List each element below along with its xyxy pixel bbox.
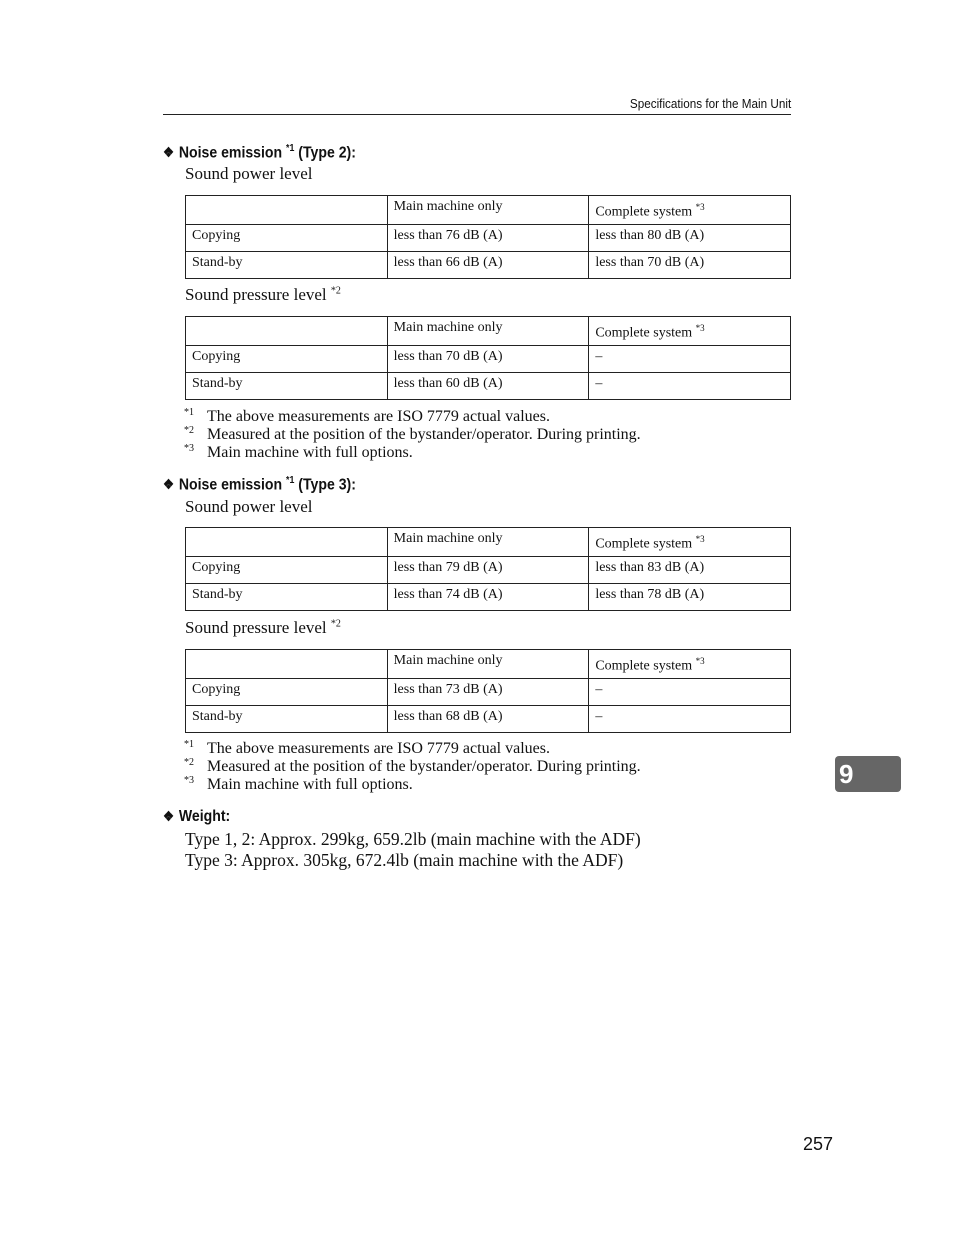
- table-cell: less than 70 dB (A): [589, 252, 791, 279]
- table-cell: Main machine only: [387, 650, 589, 679]
- table-cell: Copying: [186, 225, 388, 252]
- header-rule: [163, 114, 791, 115]
- heading-footnote-ref: *1: [286, 143, 295, 154]
- table-cell: [589, 196, 791, 225]
- footnote-text: Measured at the position of the bystander/operator. During printing.: [207, 758, 641, 775]
- footnote-text: Measured at the position of the bystander/operator. During printing.: [207, 426, 641, 443]
- footnote-mark: *2: [184, 425, 194, 436]
- section-heading-type3: [163, 475, 356, 494]
- footnote-text: Main machine with full options.: [207, 444, 413, 461]
- footnote-ref: *2: [330, 285, 341, 297]
- sound-pressure-label: [185, 618, 341, 638]
- table-cell: [186, 196, 388, 225]
- heading-suffix: (Type 2):: [298, 144, 356, 162]
- table-row: [186, 373, 791, 400]
- table-cell: less than 70 dB (A): [387, 346, 589, 373]
- table-cell: Stand-by: [186, 584, 388, 611]
- footnote-ref: *3: [695, 656, 705, 666]
- running-header: Specifications for the Main Unit: [629, 96, 791, 111]
- table-cell: Main machine only: [387, 528, 589, 557]
- sound-power-table-type2: [185, 195, 791, 279]
- table-cell: Stand-by: [186, 706, 388, 733]
- sound-pressure-table-type2: [185, 316, 791, 400]
- footnote-text: Main machine with full options.: [207, 776, 413, 793]
- table-cell: less than 79 dB (A): [387, 557, 589, 584]
- weight-line: Type 3: Approx. 305kg, 672.4lb (main machine with the ADF): [185, 850, 624, 870]
- table-cell: –: [589, 706, 791, 733]
- table-cell: [186, 317, 388, 346]
- footnote-ref: *2: [330, 618, 341, 630]
- column-label: Complete system: [595, 658, 693, 674]
- diamond-bullet-icon: ❖: [163, 144, 175, 161]
- table-cell: –: [589, 679, 791, 706]
- sound-power-label: Sound power level: [185, 497, 313, 516]
- table-cell: Main machine only: [387, 196, 589, 225]
- footnote-text: The above measurements are ISO 7779 actual values.: [207, 408, 550, 425]
- label-text: Sound pressure level: [185, 618, 327, 637]
- table-cell: less than 73 dB (A): [387, 679, 589, 706]
- table-cell: less than 74 dB (A): [387, 584, 589, 611]
- footnote-ref: *3: [695, 202, 705, 212]
- table-cell: [186, 528, 388, 557]
- table-header-row: [186, 196, 791, 225]
- sound-pressure-label: [185, 285, 341, 305]
- heading-text: Weight:: [178, 808, 231, 825]
- table-cell: Copying: [186, 679, 388, 706]
- table-cell: Copying: [186, 557, 388, 584]
- column-label: Complete system: [595, 204, 693, 220]
- column-label: Complete system: [595, 325, 693, 341]
- table-cell: Stand-by: [186, 252, 388, 279]
- table-cell: [589, 650, 791, 679]
- table-cell: Stand-by: [186, 373, 388, 400]
- table-cell: less than 76 dB (A): [387, 225, 589, 252]
- sound-pressure-table-type3: [185, 649, 791, 733]
- section-heading-type2: [163, 143, 356, 162]
- footnote-ref: *3: [695, 323, 705, 333]
- table-cell: less than 83 dB (A): [589, 557, 791, 584]
- table-row: [186, 252, 791, 279]
- heading-text: Noise emission: [178, 144, 283, 162]
- section-heading-weight: [163, 808, 230, 826]
- table-cell: less than 78 dB (A): [589, 584, 791, 611]
- table-row: [186, 557, 791, 584]
- table-cell: less than 68 dB (A): [387, 706, 589, 733]
- footnote-mark: *3: [184, 775, 194, 786]
- table-row: [186, 225, 791, 252]
- heading-footnote-ref: *1: [286, 475, 295, 486]
- footnote-mark: *3: [184, 443, 194, 454]
- table-row: [186, 584, 791, 611]
- footnote-mark: *2: [184, 757, 194, 768]
- table-cell: Main machine only: [387, 317, 589, 346]
- table-header-row: [186, 650, 791, 679]
- sound-power-label: Sound power level: [185, 164, 313, 183]
- table-cell: [186, 650, 388, 679]
- weight-line: Type 1, 2: Approx. 299kg, 659.2lb (main machine with the ADF): [185, 829, 641, 849]
- footnote-ref: *3: [695, 534, 705, 544]
- heading-text: Noise emission: [178, 476, 283, 494]
- table-cell: less than 60 dB (A): [387, 373, 589, 400]
- table-header-row: [186, 317, 791, 346]
- page-number: 257: [803, 1134, 834, 1154]
- table-cell: [589, 317, 791, 346]
- table-cell: less than 66 dB (A): [387, 252, 589, 279]
- diamond-bullet-icon: ❖: [163, 808, 175, 824]
- table-cell: [589, 528, 791, 557]
- footnote-mark: *1: [184, 739, 194, 750]
- sound-power-table-type3: [185, 527, 791, 611]
- chapter-tab: 9: [835, 756, 901, 792]
- table-row: [186, 679, 791, 706]
- table-header-row: [186, 528, 791, 557]
- table-row: [186, 346, 791, 373]
- table-row: [186, 706, 791, 733]
- table-cell: –: [589, 373, 791, 400]
- table-cell: Copying: [186, 346, 388, 373]
- column-label: Complete system: [595, 536, 693, 552]
- table-cell: less than 80 dB (A): [589, 225, 791, 252]
- label-text: Sound pressure level: [185, 285, 327, 304]
- heading-suffix: (Type 3):: [298, 476, 356, 494]
- footnote-text: The above measurements are ISO 7779 actual values.: [207, 740, 550, 757]
- footnote-mark: *1: [184, 407, 194, 418]
- diamond-bullet-icon: ❖: [163, 476, 175, 493]
- table-cell: –: [589, 346, 791, 373]
